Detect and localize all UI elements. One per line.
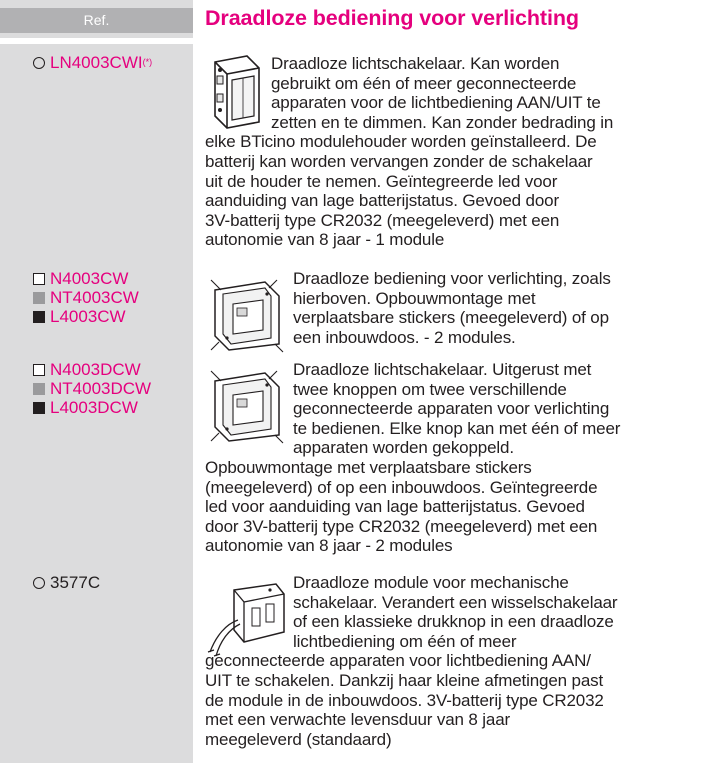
ref-line xyxy=(33,269,139,288)
product-code: L4003DCW xyxy=(50,398,138,417)
product-description-line: meegeleverd (standaard) xyxy=(205,729,392,749)
footnote-mark: (*) xyxy=(142,57,153,67)
product-description-line: apparaten worden gekoppeld. xyxy=(293,438,514,458)
product-code: 3577C xyxy=(50,573,101,592)
product-description-line: twee knoppen om twee verschillende xyxy=(293,379,567,399)
wall-mount-frame-icon xyxy=(207,276,287,354)
product-description-line: of een klassieke drukknop in een draadloze xyxy=(293,612,614,632)
ref-group-1 xyxy=(33,53,152,72)
wireless-switch-module-icon xyxy=(203,54,265,130)
product-description-line: de module in de inbouwdoos. 3V-batterij type CR2032 xyxy=(205,690,604,710)
product-description-line: elke BTicino modulehouder worden geïnstalleerd. De xyxy=(205,132,597,152)
ref-line xyxy=(33,53,152,72)
wired-module-icon xyxy=(204,580,288,662)
ref-line xyxy=(33,288,139,307)
product-description-line: autonomie van 8 jaar - 2 modules xyxy=(205,536,453,556)
product-description-line: 3V-batterij type CR2032 (meegeleverd) met een xyxy=(205,210,560,230)
product-description-line: gebruikt om één of meer geconnecteerde xyxy=(271,73,577,93)
product-description-line: verplaatsbare stickers (meegeleverd) of op xyxy=(293,308,609,328)
circle-outline-marker xyxy=(33,577,45,589)
product-code: NT4003CW xyxy=(50,288,139,307)
product-description-line: geconnecteerde apparaten voor verlichting xyxy=(293,399,610,419)
grey-square-marker xyxy=(33,383,45,395)
ref-group-4 xyxy=(33,573,100,592)
product-code: N4003CW xyxy=(50,269,129,288)
product-description-line: uit de houder te nemen. Geïntegreerde led voor xyxy=(205,171,558,191)
product-description-line: batterij kan worden vervangen zonder de schakelaar xyxy=(205,152,593,171)
product-code: NT4003DCW xyxy=(50,379,152,398)
white-square-marker xyxy=(33,273,45,285)
product-description-line: zetten en te dimmen. Kan zonder bedrading in xyxy=(271,112,614,132)
product-description-line: apparaten voor de lichtbediening AAN/UIT te xyxy=(271,93,601,113)
grey-square-marker xyxy=(33,292,45,304)
product-description-line: een inbouwdoos. - 2 modules. xyxy=(293,327,516,347)
product-code: N4003DCW xyxy=(50,360,141,379)
product-code: LN4003CWI xyxy=(50,53,143,72)
product-description-line: autonomie van 8 jaar - 1 module xyxy=(205,230,445,250)
ref-group-2 xyxy=(33,269,139,326)
product-code: L4003CW xyxy=(50,307,126,326)
ref-line xyxy=(33,307,139,326)
section-title: Draadloze bediening voor verlichting xyxy=(205,6,579,30)
product-description-line: Draadloze bediening voor verlichting, zoals xyxy=(293,269,611,288)
wall-mount-frame-icon xyxy=(207,367,287,445)
product-description-line: Draadloze lichtschakelaar. Kan worden xyxy=(271,54,560,73)
ref-line xyxy=(33,360,151,379)
ref-column-header: Ref. xyxy=(0,8,193,33)
product-description-line: (meegeleverd) of op een inbouwdoos. Geïntegreerde xyxy=(205,477,598,497)
product-description-line: lichtbediening om één of meer xyxy=(293,631,517,651)
product-description-line: met een verwachte levensduur van 8 jaar xyxy=(205,710,511,730)
circle-outline-marker xyxy=(33,57,45,69)
product-description-line: hierboven. Opbouwmontage met xyxy=(293,288,536,308)
product-description-line: UIT te schakelen. Dankzij haar kleine afmetingen past xyxy=(205,671,604,690)
product-description-line: door 3V-batterij type CR2032 (meegeleverd) met een xyxy=(205,516,598,536)
product-description-line: Draadloze lichtschakelaar. Uitgerust met xyxy=(293,360,592,379)
ref-group-3 xyxy=(33,360,151,417)
white-square-marker xyxy=(33,364,45,376)
product-description-line: Opbouwmontage met verplaatsbare stickers xyxy=(205,458,532,477)
ref-line xyxy=(33,573,100,592)
ref-line xyxy=(33,379,151,398)
black-square-marker xyxy=(33,311,45,323)
black-square-marker xyxy=(33,402,45,414)
product-description-line: aanduiding van lage batterijstatus. Gevoed door xyxy=(205,191,559,211)
ref-line xyxy=(33,398,151,417)
ref-column-divider xyxy=(0,38,193,44)
product-description-line: geconnecteerde apparaten voor lichtbediening AAN/ xyxy=(205,651,591,671)
product-description-line: schakelaar. Verandert een wisselschakelaar xyxy=(293,592,618,612)
product-description-line: te bedienen. Elke knop kan met één of meer xyxy=(293,418,621,438)
product-description-line: led voor aanduiding van lage batterijstatus. Gevoed xyxy=(205,497,585,517)
product-description-line: Draadloze module voor mechanische xyxy=(293,573,569,592)
